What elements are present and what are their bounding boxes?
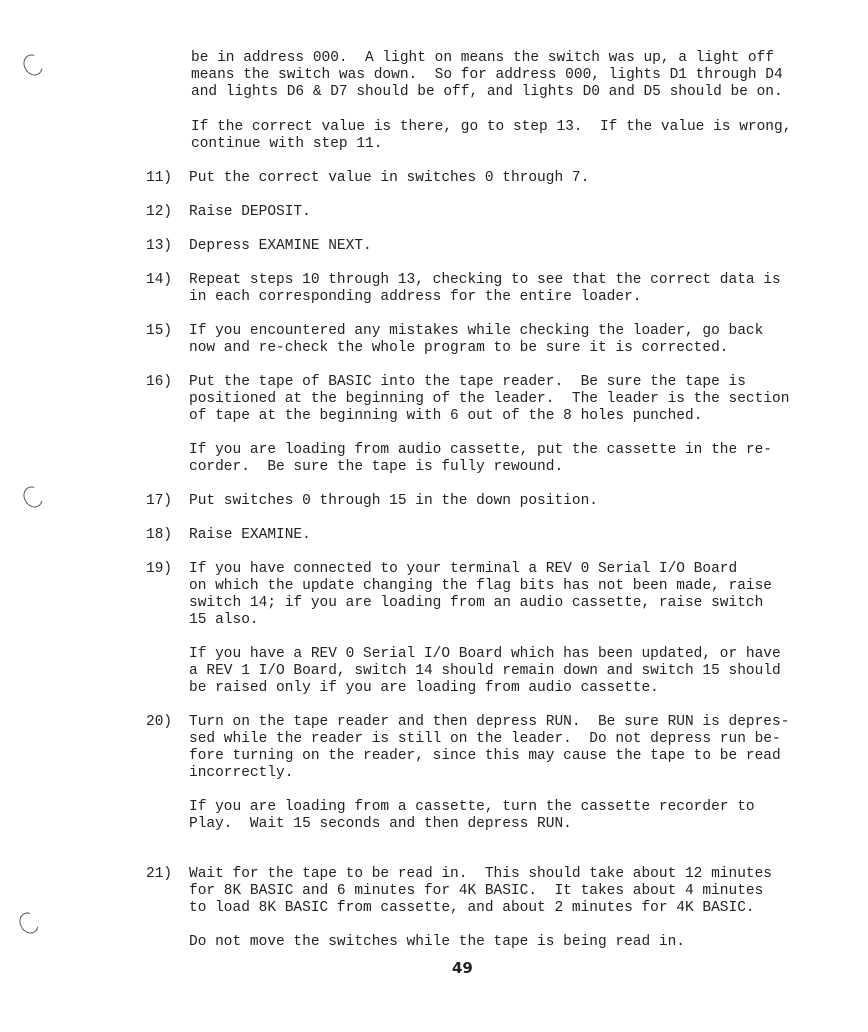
step-note: If you are loading from a cassette, turn the cassette recorder to Play. Wait 15 seconds and then depress RUN.	[189, 799, 755, 832]
step-text: Turn on the tape reader and then depress RUN. Be sure RUN is depres- sed while the reader is still on the leader. Do not depress run be- fore turning on the reader, since this may cause the tape to be read incorrectly.	[189, 714, 790, 781]
step-number: 20)	[146, 714, 173, 730]
step-number: 12)	[146, 204, 173, 220]
step-number: 13)	[146, 238, 173, 254]
step-number: 14)	[146, 272, 173, 288]
step-text: Put the correct value in switches 0 through 7.	[189, 170, 590, 186]
step-text: Depress EXAMINE NEXT.	[189, 238, 372, 254]
step-text: Raise EXAMINE.	[189, 527, 311, 543]
page-number: 49	[452, 959, 473, 977]
step-text: Raise DEPOSIT.	[189, 204, 311, 220]
step-text: If you have connected to your terminal a REV 0 Serial I/O Board on which the update changing the flag bits has not been made, raise switch 14; if you are loading from an audio cassette, raise switch 15 also.	[189, 561, 772, 628]
intro-check-paragraph: If the correct value is there, go to step 13. If the value is wrong, continue with step 11.	[191, 119, 792, 152]
binder-hole-top	[20, 51, 47, 79]
binder-hole-bottom	[16, 909, 43, 937]
step-number: 17)	[146, 493, 173, 509]
step-number: 19)	[146, 561, 173, 577]
step-text: Put switches 0 through 15 in the down position.	[189, 493, 598, 509]
step-number: 11)	[146, 170, 173, 186]
step-number: 21)	[146, 866, 173, 882]
step-number: 15)	[146, 323, 173, 339]
step-text: Put the tape of BASIC into the tape reader. Be sure the tape is positioned at the beginning of the leader. The leader is the section of tape at the beginning with 6 out of the 8 holes punched.	[189, 374, 790, 424]
step-note: If you are loading from audio cassette, put the cassette in the re- corder. Be sure the tape is fully rewound.	[189, 442, 772, 475]
intro-paragraph: be in address 000. A light on means the switch was up, a light off means the switch was down. So for address 000, lights D1 through D4 and lights D6 & D7 should be off, and lights D0 and D5 should be on.	[191, 50, 783, 100]
step-text: Wait for the tape to be read in. This should take about 12 minutes for 8K BASIC and 6 minutes for 4K BASIC. It takes about 4 minutes to load 8K BASIC from cassette, and about 2 minutes for 4K BASIC.	[189, 866, 772, 916]
step-text: Repeat steps 10 through 13, checking to see that the correct data is in each corresponding address for the entire loader.	[189, 272, 781, 305]
binder-hole-middle	[20, 483, 47, 511]
step-number: 18)	[146, 527, 173, 543]
step-text: If you encountered any mistakes while checking the loader, go back now and re-check the whole program to be sure it is corrected.	[189, 323, 764, 356]
step-number: 16)	[146, 374, 173, 390]
step-note: If you have a REV 0 Serial I/O Board which has been updated, or have a REV 1 I/O Board, switch 14 should remain down and switch 15 should be raised only if you are loading from audio cassette.	[189, 646, 781, 696]
step-note: Do not move the switches while the tape is being read in.	[189, 934, 685, 950]
